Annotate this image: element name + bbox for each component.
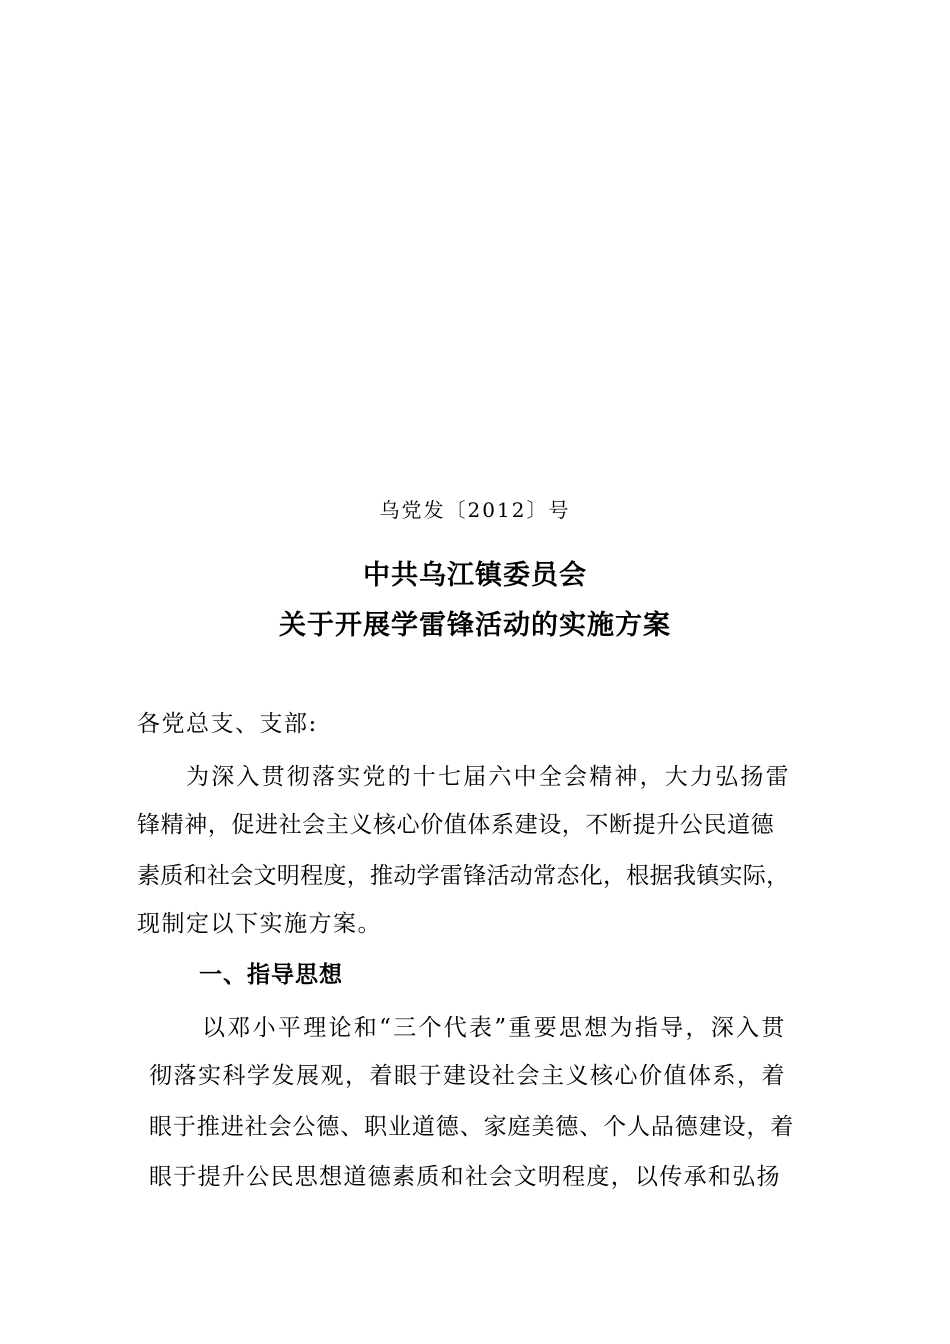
salutation: 各党总支、支部: — [137, 711, 318, 737]
paragraph-2-line: 眼于推进社会公德、职业道德、家庭美德、个人品德建设，着 — [149, 1114, 795, 1140]
section-heading-guiding-ideology: 一、指导思想 — [199, 962, 343, 988]
paragraph-1-line: 锋精神，促进社会主义核心价值体系建设，不断提升公民道德 — [137, 812, 775, 838]
paragraph-1-line: 素质和社会文明程度，推动学雷锋活动常态化，根据我镇实际， — [137, 863, 790, 889]
paragraph-1-line: 现制定以下实施方案。 — [137, 911, 382, 937]
paragraph-1-line: 为深入贯彻落实党的十七届六中全会精神，大力弘扬雷 — [186, 764, 791, 790]
paragraph-2-line: 以邓小平理论和“三个代表”重要思想为指导，深入贯 — [202, 1015, 787, 1041]
document-title-line-2: 关于开展学雷锋活动的实施方案 — [279, 610, 671, 641]
paragraph-2-line: 眼于提升公民思想道德素质和社会文明程度，以传承和弘扬 — [149, 1164, 781, 1190]
paragraph-2-line: 彻落实科学发展观，着眼于建设社会主义核心价值体系，着 — [149, 1063, 786, 1089]
document-title-line-1: 中共乌江镇委员会 — [363, 560, 587, 591]
document-number: 乌党发〔2012〕号 — [379, 498, 571, 522]
